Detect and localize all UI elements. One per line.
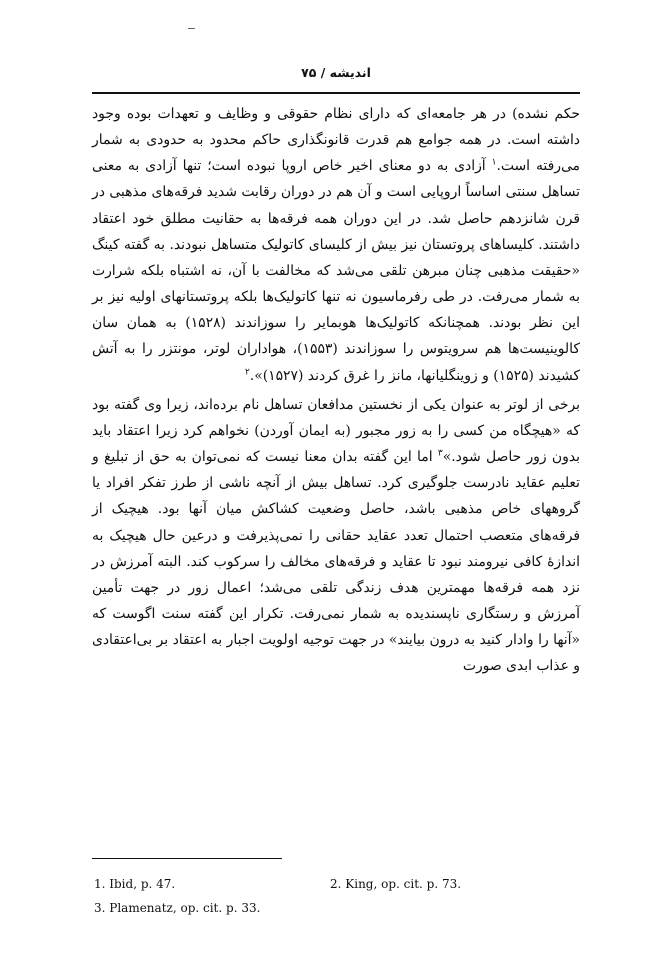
footnote-3: 3. Plamenatz, op. cit. p. 33. [94,901,261,915]
footnote-marker-1: ۱ [491,157,497,168]
paragraph-1-text-a: حکم نشده) در هر جامعه‌ای که دارای نظام حقوقی و وظایف و تعهدات بوده وجود داشته است. در همه جوامع هم قدرت قانونگذاری حاکم محدود به حدودی به شمار می‌رفته است. [92,106,580,175]
paragraph-1-text-b: آزادی به دو معنای اخیر خاص اروپا نبوده است؛ تنها آزادی به معنی تساهل سنتی اساساً اروپایی است و آن هم در دوران رقابت شدید فرقه‌های مذهبی در قرن شانزدهم حاصل شد. در این دوران همه فرقه‌ها به حقانیت مطلق خود اعتقاد داشتند. کلیساهای پروتستان نیز بیش از کلیسای کاتولیک متساهل نبودند. به گفته کینگ «حقیقت مذهبی چنان مبرهن تلقی می‌شد که مخالفت با آن، نه اشتباه بلکه شرارت به شمار می‌رفت. در طی رفرماسیون نه تنها کاتولیک‌ها بلکه پروتستانهای اولیه نیز بر این نظر بودند. همچنانکه کاتولیک‌ها هوبمایر را سوزاندند (۱۵۲۸) به همان سان کالوینیست‌ها هم سرویتوس را سوزاندند (۱۵۵۳)، هواداران لوتر، مونتزر را به آتش کشیدند (۱۵۲۵) و زوینگلیانها، مانز را غرق کردند (۱۵۲۷)». [92,158,581,384]
footnote-row [94,896,574,920]
paragraph-2-text-a: برخی از لوتر به عنوان یکی از نخستین مدافعان تساهل نام برده‌اند، زیرا وی گفته بود که «هیچگاه من کسی را به زور مجبور (به ایمان آوردن) نخواهم کرد زیرا اعتقاد باید بدون زور حاصل شود.» [92,396,580,466]
footnotes [94,872,574,920]
main-text [92,101,580,679]
running-header: اندیشه / ۷۵ [301,65,371,80]
footnote-row [94,872,574,896]
paragraph-2-text-b: اما این گفته بدان معنا نیست که نمی‌توان به حق از تبلیغ و تعلیم عقاید نادرست جلوگیری کرد. تساهل بیش از آنچه ناشی از طرز تفکر افراد یا گروههای خاص مذهبی باشد، حاصل وضعیت کشاکش میان آنها بود. هیچیک از فرقه‌های متعصب احتمال تعدد عقاید حقانی را نمی‌پذیرفت و درعین حال هیچیک به اندازهٔ کافی نیرومند نبود تا عقاید و فرقه‌های مخالف را سرکوب کند. البته آمرزش در نزد همه فرقه‌ها مهمترین هدف زندگی تلقی می‌شد؛ اعمال زور در جهت تأمین آمرزش و رستگاری ناپسندیده به شمار نمی‌رفت. تکرار این گفته سنت اگوست که «آنها را وادار کنید به درون بیایند» در جهت توجیه اولویت اجبار به اعتقاد بر بی‌اعتقادی و عذاب ابدی صورت [92,449,580,675]
footnote-1: 1. Ibid, p. 47. [94,877,176,891]
footnote-separator [92,858,282,859]
footnote-2: 2. King, op. cit. p. 73. [330,877,462,891]
paragraph-1 [92,101,580,389]
scan-mark [188,28,195,29]
footnote-marker-3: ۳ [437,448,443,459]
header-rule [92,92,580,94]
footnote-marker-2: ۲ [244,366,250,377]
paragraph-2 [92,392,580,680]
